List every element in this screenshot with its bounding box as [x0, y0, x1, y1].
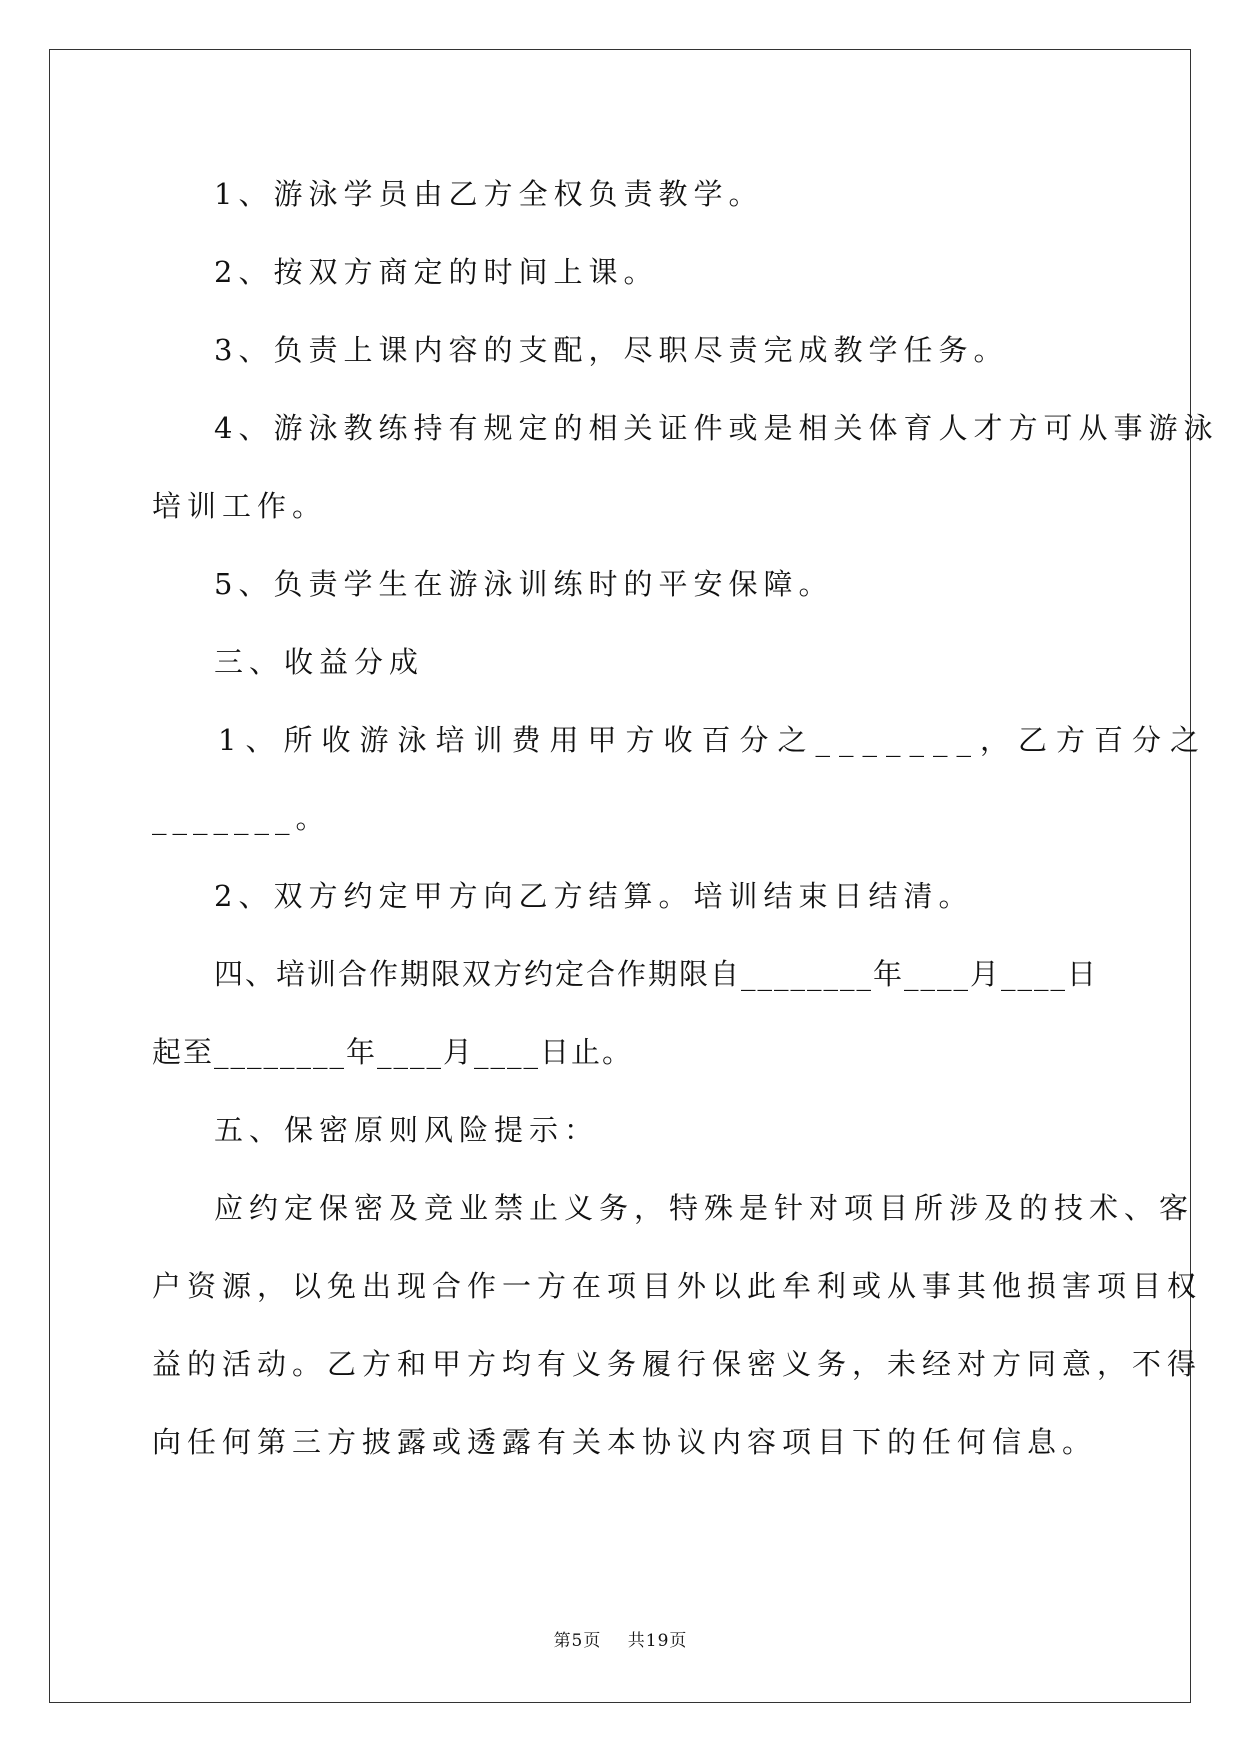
paragraph-line: 1、所收游泳培训费用甲方收百分之_______，乙方百分之	[218, 723, 1208, 757]
paragraph-line: 益的活动。乙方和甲方均有义务履行保密义务，未经对方同意，不得	[152, 1347, 1203, 1381]
paragraph-line: 4、游泳教练持有规定的相关证件或是相关体育人才方可从事游泳	[214, 411, 1219, 445]
paragraph-line: _______。	[152, 801, 331, 835]
paragraph-line: 2、双方约定甲方向乙方结算。培训结束日结清。	[214, 879, 974, 913]
section-heading: 四、培训合作期限双方约定合作期限自________年____月____日	[214, 957, 1099, 991]
page-number: 第5页	[553, 1631, 602, 1651]
page-total: 共19页	[627, 1631, 688, 1651]
paragraph-line: 5、负责学生在游泳训练时的平安保障。	[214, 567, 834, 601]
paragraph-line: 3、负责上课内容的支配，尽职尽责完成教学任务。	[214, 333, 1009, 367]
paragraph-line: 1、游泳学员由乙方全权负责教学。	[214, 177, 764, 211]
page-footer	[0, 1626, 1241, 1651]
paragraph-line: 起至________年____月____日止。	[152, 1035, 634, 1069]
paragraph-line: 户资源，以免出现合作一方在项目外以此牟利或从事其他损害项目权	[152, 1269, 1203, 1303]
paragraph-line: 2、按双方商定的时间上课。	[214, 255, 659, 289]
section-heading: 五、保密原则风险提示：	[214, 1113, 600, 1147]
paragraph-line: 培训工作。	[152, 489, 328, 523]
paragraph-line: 向任何第三方披露或透露有关本协议内容项目下的任何信息。	[152, 1425, 1098, 1459]
section-heading: 三、收益分成	[214, 645, 425, 679]
paragraph-line: 应约定保密及竞业禁止义务，特殊是针对项目所涉及的技术、客	[214, 1191, 1195, 1225]
